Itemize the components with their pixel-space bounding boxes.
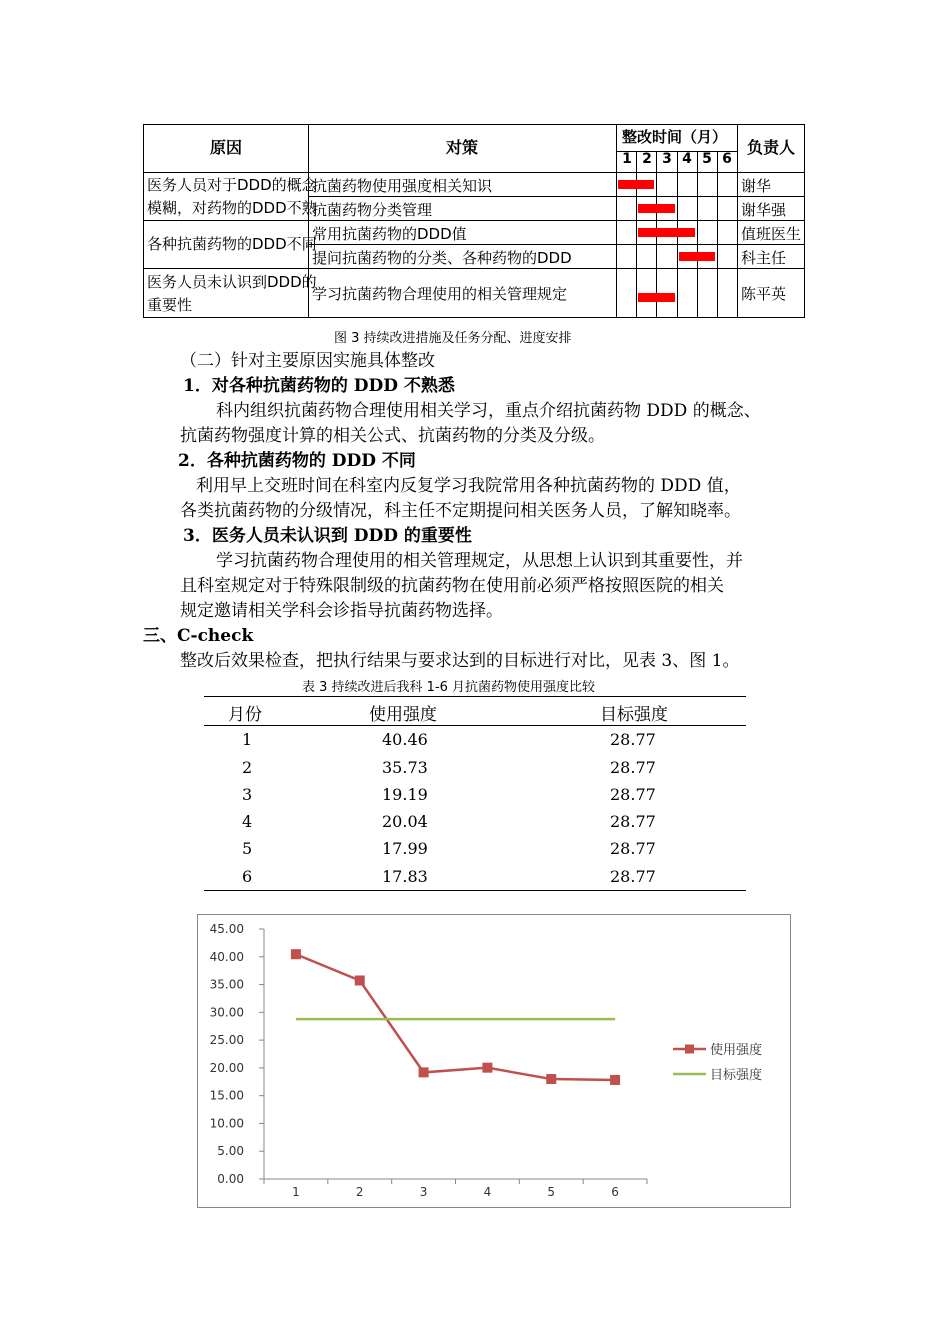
- y-tick-label: 15.00: [209, 1088, 244, 1103]
- measure-text: 常用抗菌药物的DDD值: [312, 225, 467, 243]
- table-cell: 17.83: [382, 866, 428, 886]
- table-row: [204, 781, 746, 808]
- table-row: [204, 808, 746, 835]
- data-point: [482, 1063, 492, 1073]
- data-point: [610, 1075, 620, 1085]
- owner-text: 科主任: [741, 249, 787, 267]
- table-header-cell: 月份: [228, 705, 262, 726]
- schedule-bar: [679, 252, 715, 261]
- series-line: [296, 954, 615, 1080]
- table-row: [204, 754, 746, 781]
- item-title: 3．医务人员未认识到 DDD 的重要性: [183, 526, 472, 546]
- schedule-bar: [618, 180, 654, 189]
- section-title: （二）针对主要原因实施具体整改: [180, 351, 435, 371]
- owner-text: 值班医生: [741, 225, 802, 243]
- x-tick-label: 1: [292, 1185, 300, 1199]
- measure-text: 抗菌药物分类管理: [312, 201, 433, 219]
- month-label: 3: [662, 151, 672, 167]
- table-cell: 35.73: [382, 757, 428, 777]
- paragraph-line: 且科室规定对于特殊限制级的抗菌药物在使用前必须严格按照医院的相关: [180, 576, 724, 596]
- section-title: 三、C-check: [143, 626, 254, 646]
- schedule-bar: [638, 204, 674, 213]
- table-cell: 5: [242, 839, 253, 859]
- month-label: 4: [682, 151, 692, 167]
- x-tick-label: 6: [611, 1185, 619, 1199]
- cause-text: 医务人员对于DDD的概念: [147, 176, 317, 194]
- measure-text: 抗菌药物使用强度相关知识: [312, 177, 493, 195]
- paragraph-line: 利用早上交班时间在科室内反复学习我院常用各种抗菌药物的 DDD 值，: [196, 476, 741, 496]
- data-table: [204, 696, 746, 891]
- y-tick-label: 0.00: [217, 1172, 244, 1186]
- table-header-cell: 目标强度: [600, 705, 668, 726]
- table-cell: 19.19: [382, 784, 428, 804]
- table-row: [204, 863, 746, 890]
- paragraph-line: 科内组织抗菌药物合理使用相关学习，重点介绍抗菌药物 DDD 的概念、: [216, 401, 761, 421]
- data-point: [419, 1067, 429, 1077]
- paragraph-line: 各类抗菌药物的分级情况，科主任不定期提问相关医务人员，了解知晓率。: [180, 501, 741, 521]
- cause-text: 各种抗菌药物的DDD不同: [147, 235, 317, 253]
- y-tick-label: 30.00: [209, 1005, 244, 1020]
- y-tick-label: 45.00: [209, 922, 244, 936]
- item-title: 2．各种抗菌药物的 DDD 不同: [178, 451, 416, 471]
- table-cell: 28.77: [610, 839, 656, 859]
- y-tick-label: 35.00: [209, 977, 244, 992]
- cause-text: 重要性: [147, 296, 193, 314]
- x-tick-label: 3: [419, 1185, 428, 1199]
- month-label: 6: [722, 151, 732, 167]
- table-row: [204, 835, 746, 862]
- item-title: 1．对各种抗菌药物的 DDD 不熟悉: [183, 376, 455, 396]
- paragraph-line: 抗菌药物强度计算的相关公式、抗菌药物的分类及分级。: [180, 426, 605, 446]
- data-point: [546, 1074, 556, 1084]
- table-cell: 28.77: [610, 757, 656, 777]
- y-tick-label: 5.00: [217, 1144, 244, 1159]
- gantt-table: [143, 124, 805, 318]
- schedule-bar: [638, 228, 695, 237]
- table-caption: 表 3 持续改进后我科 1-6 月抗菌药物使用强度比较: [302, 680, 596, 695]
- table-cell: 3: [242, 784, 253, 804]
- table-cell: 2: [242, 757, 253, 777]
- table-cell: 28.77: [610, 784, 656, 804]
- legend-label: 使用强度: [710, 1043, 763, 1058]
- table-cell: 28.77: [610, 866, 656, 886]
- table-header-row: [204, 697, 746, 725]
- cause-text: 模糊，对药物的DDD不熟: [147, 199, 317, 217]
- x-tick-label: 5: [547, 1185, 556, 1199]
- table-cell: 6: [242, 866, 253, 886]
- x-tick-label: 2: [355, 1185, 364, 1199]
- header-owner: 负责人: [747, 138, 796, 157]
- table-cell: 4: [242, 812, 253, 832]
- y-tick-label: 20.00: [209, 1060, 244, 1075]
- header-period: 整改时间（月）: [622, 128, 728, 146]
- table-cell: 20.04: [382, 812, 428, 832]
- paragraph-line: 规定邀请相关学科会诊指导抗菌药物选择。: [180, 601, 503, 621]
- table-cell: 28.77: [610, 812, 656, 832]
- x-tick-label: 4: [483, 1185, 492, 1199]
- figure-caption: 图 3 持续改进措施及任务分配、进度安排: [334, 331, 572, 346]
- table-header-cell: 使用强度: [369, 705, 437, 726]
- y-tick-label: 40.00: [209, 949, 244, 964]
- paragraph-line: 学习抗菌药物合理使用的相关管理规定，从思想上认识到其重要性，并: [216, 551, 743, 571]
- month-label: 2: [642, 151, 652, 167]
- line-chart: [197, 914, 791, 1208]
- legend-marker: [685, 1045, 694, 1054]
- table-cell: 1: [242, 730, 253, 750]
- y-tick-label: 25.00: [209, 1033, 244, 1048]
- data-point: [291, 949, 301, 959]
- measure-text: 提问抗菌药物的分类、各种药物的DDD: [312, 249, 572, 267]
- table-row: [204, 726, 746, 753]
- legend-label: 目标强度: [710, 1068, 763, 1083]
- owner-text: 谢华: [741, 177, 772, 195]
- paragraph-line: 整改后效果检查，把执行结果与要求达到的目标进行对比，见表 3、图 1。: [180, 651, 740, 671]
- month-label: 5: [702, 151, 712, 167]
- y-tick-label: 10.00: [209, 1116, 244, 1131]
- month-label: 1: [622, 151, 632, 167]
- header-measure: 对策: [446, 138, 479, 157]
- measure-text: 学习抗菌药物合理使用的相关管理规定: [312, 285, 568, 303]
- header-cause: 原因: [210, 138, 243, 157]
- schedule-bar: [638, 293, 674, 302]
- table-cell: 17.99: [382, 839, 428, 859]
- owner-text: 陈平英: [741, 285, 787, 303]
- table-cell: 28.77: [610, 730, 656, 750]
- table-cell: 40.46: [382, 730, 428, 750]
- cause-text: 医务人员未认识到DDD的: [147, 273, 317, 291]
- chart-svg: [198, 915, 792, 1209]
- owner-text: 谢华强: [741, 201, 787, 219]
- data-point: [355, 976, 365, 986]
